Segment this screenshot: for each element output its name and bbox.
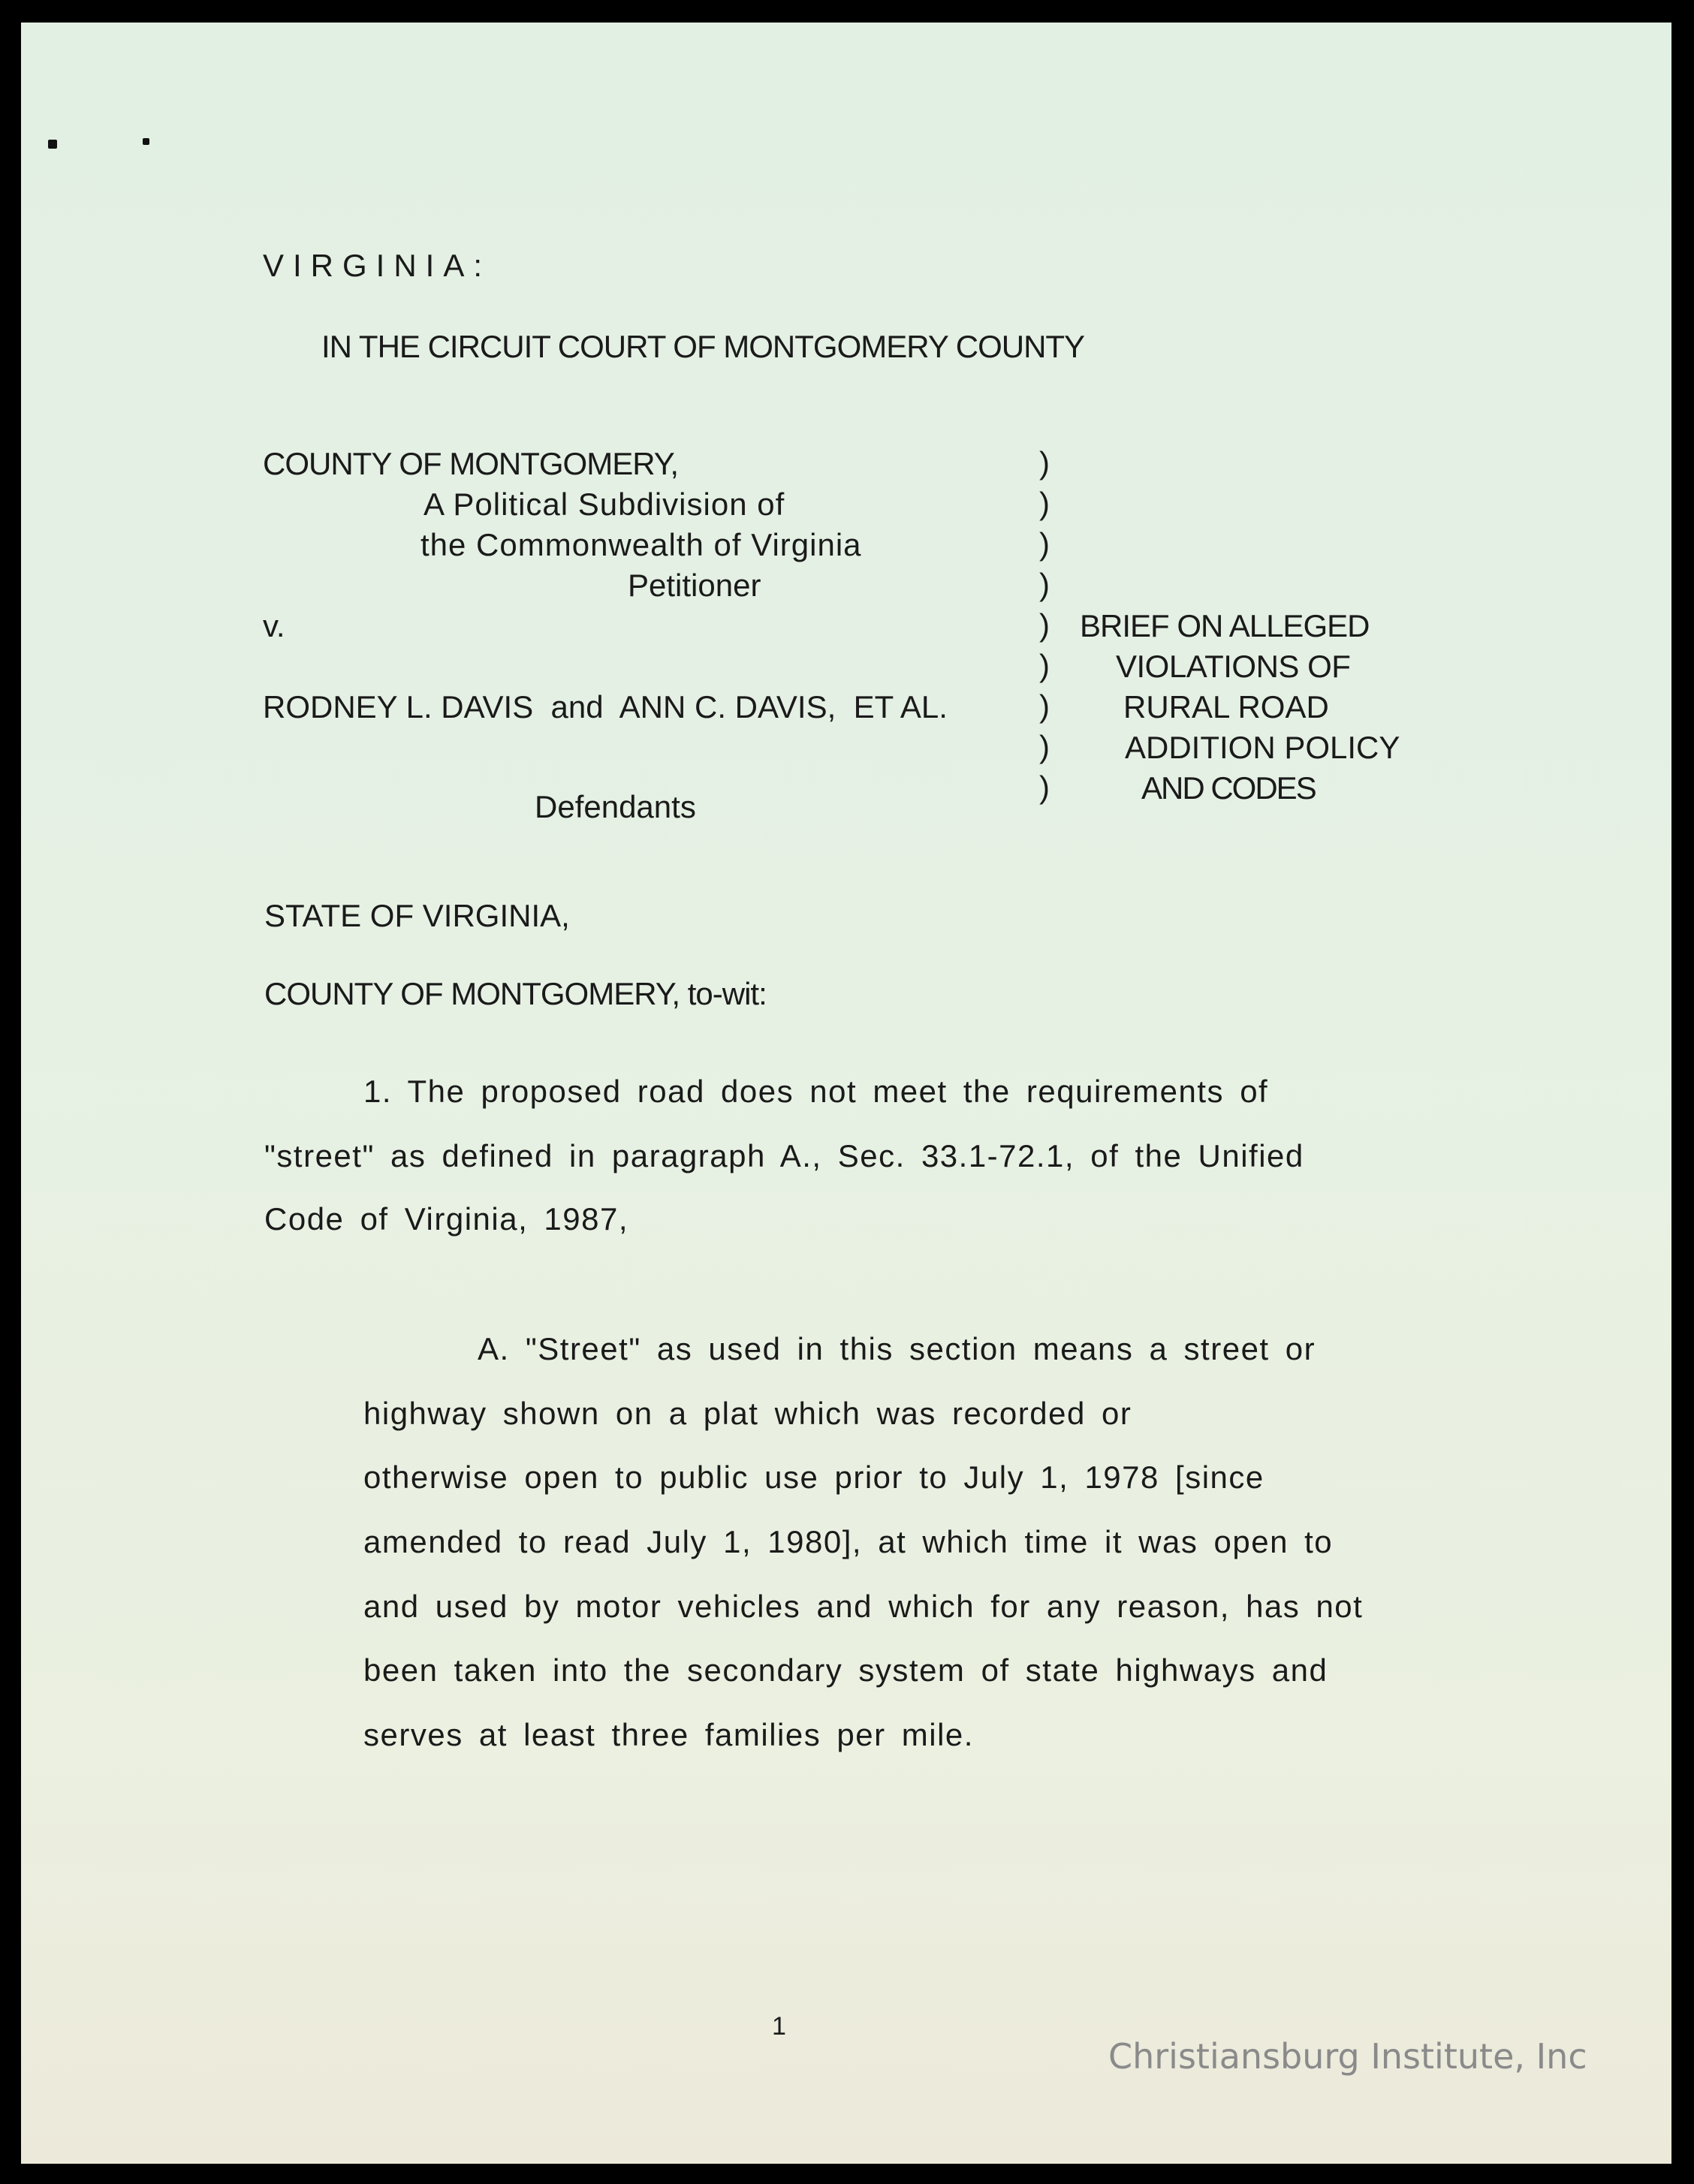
state-heading: VIRGINIA: — [263, 248, 492, 283]
quoted-definition-line: amended to read July 1, 1980], at which time it was open to — [363, 1524, 1334, 1559]
caption-paren: ) — [1039, 770, 1050, 805]
caption-paren: ) — [1039, 688, 1050, 724]
page-number: 1 — [772, 2012, 786, 2041]
punch-hole-mark — [48, 140, 57, 149]
quoted-definition-line: otherwise open to public use prior to July 1, 1978 [since — [363, 1460, 1264, 1495]
petitioner-name: COUNTY OF MONTGOMERY, — [263, 446, 679, 481]
versus: v. — [263, 608, 285, 643]
punch-hole-mark — [143, 138, 149, 145]
case-title-line: RURAL ROAD — [1123, 689, 1329, 724]
caption-divider — [1039, 443, 1050, 808]
paragraph-line: "street" as defined in paragraph A., Sec. 33.1-72.1, of the Unified — [264, 1138, 1304, 1173]
case-title-line: ADDITION POLICY — [1125, 730, 1400, 765]
quoted-definition-line: serves at least three families per mile. — [363, 1717, 974, 1752]
caption-paren: ) — [1039, 648, 1050, 683]
caption-paren: ) — [1039, 729, 1050, 764]
quoted-definition-line: highway shown on a plat which was recorded or — [363, 1396, 1132, 1431]
petitioner-description: A Political Subdivision of — [424, 487, 785, 522]
petitioner-description: the Commonwealth of Virginia — [420, 527, 862, 562]
defendants-names: RODNEY L. DAVIS and ANN C. DAVIS, ET AL. — [263, 689, 948, 724]
defendants-role: Defendants — [535, 789, 696, 824]
caption-paren: ) — [1039, 445, 1050, 480]
quoted-definition-line: and used by motor vehicles and which for any reason, has not — [363, 1589, 1364, 1624]
paragraph-line: Code of Virginia, 1987, — [264, 1201, 629, 1237]
venue-state: STATE OF VIRGINIA, — [264, 898, 570, 933]
case-title-line: BRIEF ON ALLEGED — [1080, 608, 1370, 643]
quoted-definition-line: been taken into the secondary system of state highways and — [363, 1652, 1328, 1688]
caption-paren: ) — [1039, 567, 1050, 602]
quoted-definition-line: A. "Street" as used in this section means a street or — [478, 1331, 1316, 1366]
caption-paren: ) — [1039, 607, 1050, 643]
case-title-line: AND CODES — [1141, 770, 1316, 806]
caption-paren: ) — [1039, 526, 1050, 562]
petitioner-role: Petitioner — [628, 568, 761, 603]
case-title-line: VIOLATIONS OF — [1116, 649, 1351, 684]
caption-paren: ) — [1039, 486, 1050, 521]
paragraph-line: 1. The proposed road does not meet the requirements of — [363, 1074, 1269, 1109]
document-page — [21, 23, 1671, 2164]
venue-county: COUNTY OF MONTGOMERY, to-wit: — [264, 976, 767, 1011]
watermark: Christiansburg Institute, Inc — [1108, 2036, 1587, 2077]
court-heading: IN THE CIRCUIT COURT OF MONTGOMERY COUNTY — [321, 329, 1085, 364]
